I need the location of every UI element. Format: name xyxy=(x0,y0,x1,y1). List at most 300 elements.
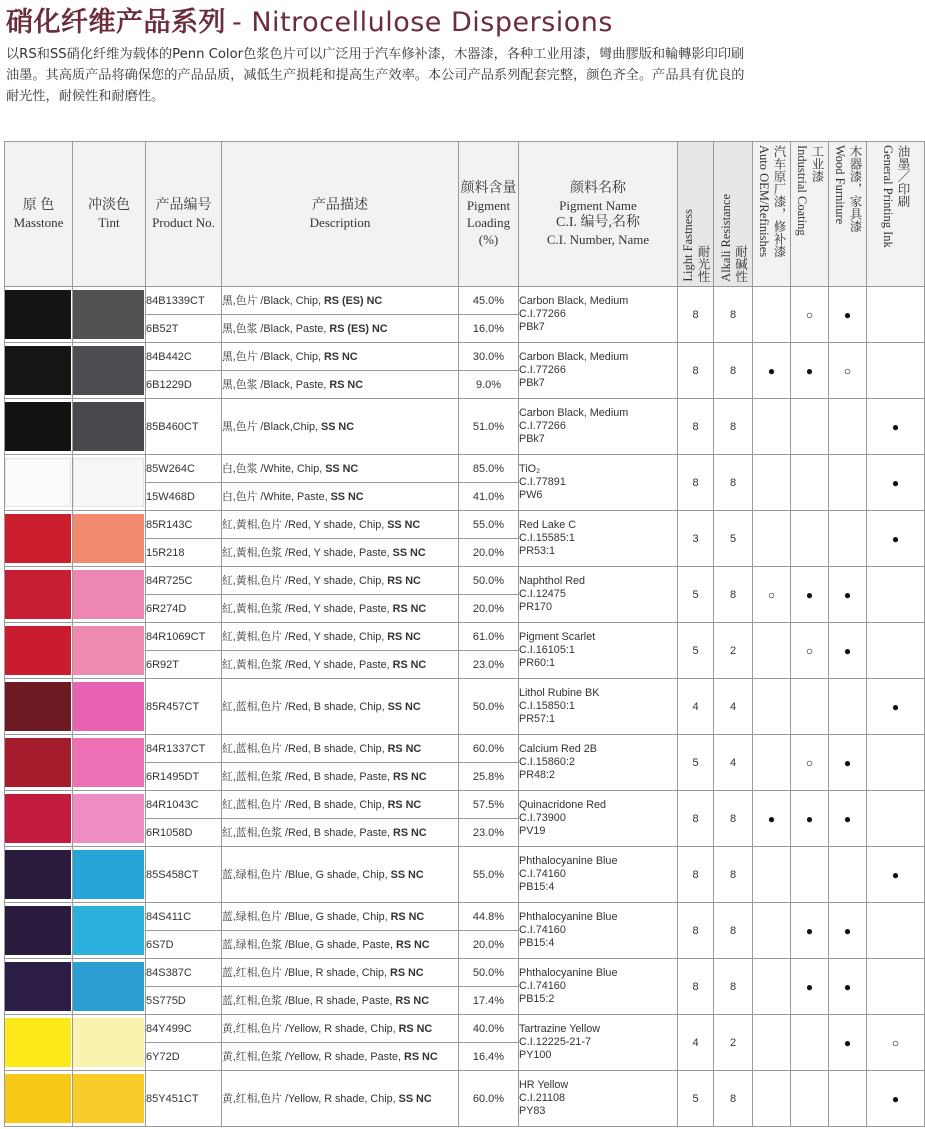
description-text: 紅,黃相,色片 /Red, Y shade, Chip, xyxy=(222,575,388,587)
pigment-loading: 41.0% xyxy=(459,483,519,511)
tint-swatch xyxy=(73,287,146,343)
pigment-loading: 20.0% xyxy=(459,539,519,567)
product-description xyxy=(222,511,459,539)
industrial-suitability-mark: ● xyxy=(791,567,829,623)
description-text: 白,色片 /White, Paste, xyxy=(222,491,331,503)
intro-line: 以RS和SS硝化纤维为载体的Penn Color色浆色片可以广泛用于汽车修补漆，木器漆，各种工业用漆，彎曲膠版和輪轉影印印刷 xyxy=(6,47,745,62)
table-row xyxy=(5,903,925,931)
oem-suitability-mark xyxy=(753,455,791,511)
pigment-line: C.I.74160 xyxy=(519,980,566,992)
oem-suitability-mark: ● xyxy=(753,343,791,399)
description-grade: RS NC xyxy=(329,379,363,391)
tint-color-chip xyxy=(73,570,144,619)
wood-suitability-mark: ● xyxy=(829,287,867,343)
masstone-color-chip xyxy=(5,346,71,395)
description-grade: RS NC xyxy=(393,771,427,783)
pigment-line: C.I.15850:1 xyxy=(519,700,575,712)
product-code: 6Y72D xyxy=(146,1043,222,1071)
header-industrial xyxy=(791,142,829,287)
printing-suitability-mark: ● xyxy=(867,847,925,903)
header-masstone-cn: 原 色 xyxy=(22,198,55,213)
description-text: 紅,蓝相,色浆 /Red, B shade, Paste, xyxy=(222,827,394,839)
pigment-line: PY100 xyxy=(519,1049,552,1061)
intro-line: 耐光性，耐候性和耐磨性。 xyxy=(6,89,165,104)
pigment-name-cell xyxy=(519,847,678,903)
pigment-line: C.I.73900 xyxy=(519,812,566,824)
light-fastness-value: 5 xyxy=(678,567,714,623)
masstone-swatch xyxy=(5,623,73,679)
product-description xyxy=(222,315,459,343)
header-wood-en: Wood Furniture xyxy=(833,145,847,225)
table-row xyxy=(5,343,925,371)
description-text: 紅,蓝相,色片 /Red, B shade, Chip, xyxy=(222,799,388,811)
tint-color-chip xyxy=(73,850,144,899)
pigment-line: PR57:1 xyxy=(519,713,556,725)
product-description xyxy=(222,959,459,987)
pigment-line: TiO₂ xyxy=(519,463,541,475)
description-text: 黑,色片 /Black,Chip, xyxy=(222,421,321,433)
masstone-swatch xyxy=(5,511,73,567)
description-text: 黑,色片 /Black, Chip, xyxy=(222,295,324,307)
wood-suitability-mark: ● xyxy=(829,903,867,959)
pigment-loading: 25.8% xyxy=(459,763,519,791)
alkali-resistance-value: 8 xyxy=(714,343,753,399)
alkali-resistance-value: 8 xyxy=(714,959,753,1015)
pigment-name-cell xyxy=(519,455,678,511)
product-code: 5S775D xyxy=(146,987,222,1015)
pigment-line: PY83 xyxy=(519,1105,546,1117)
header-tint xyxy=(73,142,146,287)
header-wood xyxy=(829,142,867,287)
header-oem-cn: 汽车原厂漆，修补漆 xyxy=(772,145,786,258)
tint-swatch xyxy=(73,399,146,455)
tint-color-chip xyxy=(73,1018,144,1067)
masstone-color-chip xyxy=(5,682,71,731)
header-wood-cn: 木器漆，家具漆 xyxy=(848,145,862,233)
pigment-line: PB15:2 xyxy=(519,993,555,1005)
description-grade: RS NC xyxy=(387,799,422,811)
product-description xyxy=(222,847,459,903)
alkali-resistance-value: 2 xyxy=(714,623,753,679)
masstone-color-chip xyxy=(5,962,71,1011)
tint-color-chip xyxy=(73,906,144,955)
oem-suitability-mark xyxy=(753,623,791,679)
tint-swatch xyxy=(73,1071,146,1127)
tint-swatch xyxy=(73,791,146,847)
pigment-loading: 60.0% xyxy=(459,735,519,763)
description-text: 黄,红相,色片 /Yellow, R shade, Chip, xyxy=(222,1093,399,1105)
printing-suitability-mark xyxy=(867,959,925,1015)
masstone-color-chip xyxy=(5,290,71,339)
header-tint-en: Tint xyxy=(98,215,120,230)
light-fastness-value: 8 xyxy=(678,455,714,511)
description-grade: SS NC xyxy=(392,547,426,559)
header-oem-en: Auto OEM/Refinishes xyxy=(757,145,771,258)
printing-suitability-mark xyxy=(867,567,925,623)
description-grade: SS NC xyxy=(321,421,354,433)
alkali-resistance-value: 8 xyxy=(714,1071,753,1127)
alkali-resistance-value: 5 xyxy=(714,511,753,567)
industrial-suitability-mark xyxy=(791,1015,829,1071)
masstone-color-chip xyxy=(5,738,71,787)
pigment-line: Pigment Scarlet xyxy=(519,631,596,643)
pigment-loading: 55.0% xyxy=(459,847,519,903)
product-description xyxy=(222,287,459,315)
pigment-line: Phthalocyanine Blue xyxy=(519,911,618,923)
light-fastness-value: 5 xyxy=(678,623,714,679)
pigment-loading: 23.0% xyxy=(459,651,519,679)
pigment-loading: 20.0% xyxy=(459,595,519,623)
header-masstone-en: Masstone xyxy=(13,215,64,230)
light-fastness-value: 4 xyxy=(678,1015,714,1071)
masstone-swatch xyxy=(5,1015,73,1071)
oem-suitability-mark: ○ xyxy=(753,567,791,623)
masstone-color-chip xyxy=(5,570,71,619)
alkali-resistance-value: 8 xyxy=(714,567,753,623)
table-row xyxy=(5,455,925,483)
product-code: 84R1043C xyxy=(146,791,222,819)
description-text: 蓝,绿相,色片 /Blue, G shade, Chip, xyxy=(222,911,391,923)
product-description xyxy=(222,735,459,763)
product-code: 84S387C xyxy=(146,959,222,987)
description-grade: RS NC xyxy=(398,1023,433,1035)
pigment-line: C.I.15860:2 xyxy=(519,756,575,768)
product-code: 6R92T xyxy=(146,651,222,679)
header-loading-en2: Loading xyxy=(466,215,511,230)
masstone-swatch xyxy=(5,679,73,735)
pigment-line: PW6 xyxy=(519,489,543,501)
pigment-loading: 50.0% xyxy=(459,567,519,595)
header-product-cn: 产品编号 xyxy=(155,198,212,213)
tint-swatch xyxy=(73,343,146,399)
pigment-name-cell xyxy=(519,903,678,959)
pigment-line: C.I.16105:1 xyxy=(519,644,575,656)
product-description xyxy=(222,819,459,847)
pigment-line: C.I.77266 xyxy=(519,308,566,320)
header-product-no xyxy=(146,142,222,287)
light-fastness-value: 8 xyxy=(678,287,714,343)
pigment-line: C.I.77266 xyxy=(519,420,566,432)
tint-color-chip xyxy=(73,514,144,563)
description-grade: RS NC xyxy=(390,967,424,979)
wood-suitability-mark xyxy=(829,1071,867,1127)
page-title-chinese: 硝化纤维产品系列 xyxy=(6,7,226,38)
industrial-suitability-mark: ○ xyxy=(791,623,829,679)
description-grade: RS NC xyxy=(392,603,427,615)
masstone-swatch xyxy=(5,399,73,455)
masstone-swatch xyxy=(5,903,73,959)
light-fastness-value: 5 xyxy=(678,735,714,791)
pigment-loading: 23.0% xyxy=(459,819,519,847)
product-table xyxy=(4,141,925,1127)
tint-swatch xyxy=(73,847,146,903)
description-text: 紅,蓝相,色片 /Red, B shade, Chip, xyxy=(222,701,388,713)
tint-swatch xyxy=(73,735,146,791)
product-description xyxy=(222,371,459,399)
product-description xyxy=(222,791,459,819)
industrial-suitability-mark: ● xyxy=(791,959,829,1015)
description-grade: SS NC xyxy=(330,491,364,503)
table-row xyxy=(5,287,925,315)
description-grade: SS NC xyxy=(387,519,421,531)
product-code: 84B442C xyxy=(146,343,222,371)
printing-suitability-mark: ● xyxy=(867,511,925,567)
description-text: 紅,蓝相,色片 /Red, B shade, Chip, xyxy=(222,743,388,755)
product-code: 84B1339CT xyxy=(146,287,222,315)
alkali-resistance-value: 8 xyxy=(714,287,753,343)
alkali-resistance-value: 8 xyxy=(714,903,753,959)
product-description xyxy=(222,679,459,735)
header-desc-en: Description xyxy=(309,215,371,230)
product-description xyxy=(222,987,459,1015)
light-fastness-value: 8 xyxy=(678,847,714,903)
header-loading-en3: (%) xyxy=(478,232,499,247)
header-tint-cn: 冲淡色 xyxy=(88,198,130,213)
product-code: 6R1495DT xyxy=(146,763,222,791)
pigment-name-cell xyxy=(519,567,678,623)
oem-suitability-mark xyxy=(753,847,791,903)
description-text: 黑,色片 /Black, Chip, xyxy=(222,351,324,363)
oem-suitability-mark xyxy=(753,903,791,959)
pigment-line: Carbon Black, Medium xyxy=(519,407,629,419)
oem-suitability-mark xyxy=(753,1015,791,1071)
alkali-resistance-value: 4 xyxy=(714,735,753,791)
product-code: 85S458CT xyxy=(146,847,222,903)
pigment-line: PBk7 xyxy=(519,321,545,333)
masstone-swatch xyxy=(5,287,73,343)
description-grade: RS NC xyxy=(393,827,427,839)
header-pigment-en: Pigment Name xyxy=(559,198,637,213)
description-grade: RS NC xyxy=(396,939,430,951)
pigment-loading: 51.0% xyxy=(459,399,519,455)
header-product-en: Product No. xyxy=(152,215,215,230)
light-fastness-value: 8 xyxy=(678,903,714,959)
pigment-loading: 16.0% xyxy=(459,315,519,343)
pigment-line: C.I.21108 xyxy=(519,1092,566,1104)
printing-suitability-mark xyxy=(867,791,925,847)
masstone-swatch xyxy=(5,791,73,847)
masstone-swatch xyxy=(5,455,73,511)
description-text: 蓝,绿相,色片 /Blue, G shade, Chip, xyxy=(222,869,391,881)
tint-color-chip xyxy=(73,794,144,843)
pigment-line: PB15:4 xyxy=(519,881,555,893)
header-desc-cn: 产品描述 xyxy=(312,198,368,213)
wood-suitability-mark xyxy=(829,847,867,903)
description-text: 紅,黃相,色浆 /Red, Y shade, Paste, xyxy=(222,603,393,615)
product-code: 6B1229D xyxy=(146,371,222,399)
table-row xyxy=(5,567,925,595)
header-ci-en: C.I. Number, Name xyxy=(546,232,650,247)
description-grade: RS (ES) NC xyxy=(329,323,388,335)
light-fastness-value: 8 xyxy=(678,959,714,1015)
wood-suitability-mark: ● xyxy=(829,567,867,623)
description-grade: RS NC xyxy=(387,631,421,643)
page-title xyxy=(6,0,613,36)
printing-suitability-mark xyxy=(867,287,925,343)
description-text: 蓝,绿相,色浆 /Blue, G shade, Paste, xyxy=(222,939,397,951)
alkali-resistance-value: 2 xyxy=(714,1015,753,1071)
masstone-swatch xyxy=(5,959,73,1015)
product-code: 85R143C xyxy=(146,511,222,539)
description-text: 蓝,红相,色浆 /Blue, R shade, Paste, xyxy=(222,995,396,1007)
pigment-line: Naphthol Red xyxy=(519,575,586,587)
intro-paragraph xyxy=(6,44,906,107)
table-row xyxy=(5,1071,925,1127)
table-header-row xyxy=(5,142,925,287)
light-fastness-value: 5 xyxy=(678,1071,714,1127)
oem-suitability-mark xyxy=(753,679,791,735)
tint-swatch xyxy=(73,567,146,623)
oem-suitability-mark xyxy=(753,399,791,455)
product-code: 84Y499C xyxy=(146,1015,222,1043)
alkali-resistance-value: 8 xyxy=(714,455,753,511)
light-fastness-value: 8 xyxy=(678,399,714,455)
description-text: 紅,黃相,色片 /Red, Y shade, Chip, xyxy=(222,631,388,643)
product-description xyxy=(222,1043,459,1071)
pigment-line: C.I.74160 xyxy=(519,868,566,880)
pigment-name-cell xyxy=(519,1071,678,1127)
masstone-swatch xyxy=(5,343,73,399)
light-fastness-value: 3 xyxy=(678,511,714,567)
industrial-suitability-mark xyxy=(791,847,829,903)
alkali-resistance-value: 8 xyxy=(714,791,753,847)
printing-suitability-mark: ● xyxy=(867,455,925,511)
pigment-name-cell xyxy=(519,679,678,735)
tint-swatch xyxy=(73,1015,146,1071)
product-code: 6R274D xyxy=(146,595,222,623)
tint-color-chip xyxy=(73,458,144,507)
header-alkali-cn: 耐碱性 xyxy=(733,244,748,282)
pigment-name-cell xyxy=(519,399,678,455)
pigment-name-cell xyxy=(519,623,678,679)
pigment-name-cell xyxy=(519,287,678,343)
pigment-loading: 60.0% xyxy=(459,1071,519,1127)
pigment-line: C.I.15585:1 xyxy=(519,532,575,544)
header-auto-oem xyxy=(753,142,791,287)
product-code: 85B460CT xyxy=(146,399,222,455)
table-row xyxy=(5,399,925,455)
product-code: 6R1058D xyxy=(146,819,222,847)
description-grade: RS NC xyxy=(404,1051,438,1063)
wood-suitability-mark xyxy=(829,399,867,455)
product-code: 85W264C xyxy=(146,455,222,483)
description-grade: RS NC xyxy=(390,911,425,923)
description-grade: RS NC xyxy=(392,659,427,671)
product-description xyxy=(222,651,459,679)
pigment-line: Red Lake C xyxy=(519,519,577,531)
product-code: 84R1337CT xyxy=(146,735,222,763)
table-row xyxy=(5,511,925,539)
product-description xyxy=(222,623,459,651)
header-printing xyxy=(867,142,925,287)
header-pigment-name xyxy=(519,142,678,287)
oem-suitability-mark xyxy=(753,735,791,791)
masstone-color-chip xyxy=(5,458,71,507)
pigment-line: C.I.12475 xyxy=(519,588,566,600)
tint-swatch xyxy=(73,511,146,567)
description-grade: SS NC xyxy=(387,701,421,713)
tint-color-chip xyxy=(73,626,144,675)
oem-suitability-mark: ● xyxy=(753,791,791,847)
product-description xyxy=(222,539,459,567)
header-description xyxy=(222,142,459,287)
wood-suitability-mark xyxy=(829,511,867,567)
header-loading-en1: Pigment xyxy=(466,198,511,213)
header-masstone xyxy=(5,142,73,287)
printing-suitability-mark: ○ xyxy=(867,1015,925,1071)
description-text: 紅,蓝相,色浆 /Red, B shade, Paste, xyxy=(222,771,394,783)
oem-suitability-mark xyxy=(753,959,791,1015)
description-grade: SS NC xyxy=(398,1093,432,1105)
printing-suitability-mark xyxy=(867,903,925,959)
product-code: 84S411C xyxy=(146,903,222,931)
description-text: 紅,黃相,色浆 /Red, Y shade, Paste, xyxy=(222,659,393,671)
pigment-name-cell xyxy=(519,959,678,1015)
pigment-line: C.I.12225-21-7 xyxy=(519,1036,592,1048)
masstone-color-chip xyxy=(5,1018,71,1067)
masstone-swatch xyxy=(5,735,73,791)
printing-suitability-mark xyxy=(867,623,925,679)
oem-suitability-mark xyxy=(753,287,791,343)
industrial-suitability-mark: ○ xyxy=(791,287,829,343)
tint-swatch xyxy=(73,623,146,679)
masstone-color-chip xyxy=(5,794,71,843)
product-description xyxy=(222,903,459,931)
table-row xyxy=(5,1015,925,1043)
product-code: 15R218 xyxy=(146,539,222,567)
tint-swatch xyxy=(73,903,146,959)
header-printing-en: General Printing Ink xyxy=(881,145,895,248)
description-grade: SS NC xyxy=(390,869,424,881)
header-alkali-resistance xyxy=(714,142,753,287)
table-row xyxy=(5,735,925,763)
pigment-loading: 50.0% xyxy=(459,959,519,987)
product-description xyxy=(222,1015,459,1043)
industrial-suitability-mark xyxy=(791,679,829,735)
header-loading-cn: 颜料含量 xyxy=(460,181,517,196)
header-industrial-cn: 工业漆 xyxy=(810,145,824,183)
wood-suitability-mark: ● xyxy=(829,959,867,1015)
industrial-suitability-mark xyxy=(791,511,829,567)
pigment-line: C.I.74160 xyxy=(519,924,566,936)
tint-color-chip xyxy=(73,402,144,451)
description-grade: RS NC xyxy=(324,351,358,363)
pigment-name-cell xyxy=(519,735,678,791)
pigment-line: PB15:4 xyxy=(519,937,555,949)
oem-suitability-mark xyxy=(753,1071,791,1127)
header-light-en: Light Fastness xyxy=(681,209,695,282)
description-text: 黑,色浆 /Black, Paste, xyxy=(222,323,330,335)
pigment-loading: 44.8% xyxy=(459,903,519,931)
masstone-color-chip xyxy=(5,1074,71,1123)
product-code: 85R457CT xyxy=(146,679,222,735)
table-row xyxy=(5,959,925,987)
product-description xyxy=(222,567,459,595)
masstone-swatch xyxy=(5,1071,73,1127)
description-text: 黄,红相,色片 /Yellow, R shade, Chip, xyxy=(222,1023,399,1035)
product-code: 6B52T xyxy=(146,315,222,343)
tint-swatch xyxy=(73,959,146,1015)
pigment-line: Carbon Black, Medium xyxy=(519,351,629,363)
pigment-line: Phthalocyanine Blue xyxy=(519,855,618,867)
pigment-line: Calcium Red 2B xyxy=(519,743,598,755)
masstone-color-chip xyxy=(5,626,71,675)
pigment-loading: 55.0% xyxy=(459,511,519,539)
tint-swatch xyxy=(73,679,146,735)
product-description xyxy=(222,763,459,791)
header-pigment-loading xyxy=(459,142,519,287)
product-description xyxy=(222,455,459,483)
